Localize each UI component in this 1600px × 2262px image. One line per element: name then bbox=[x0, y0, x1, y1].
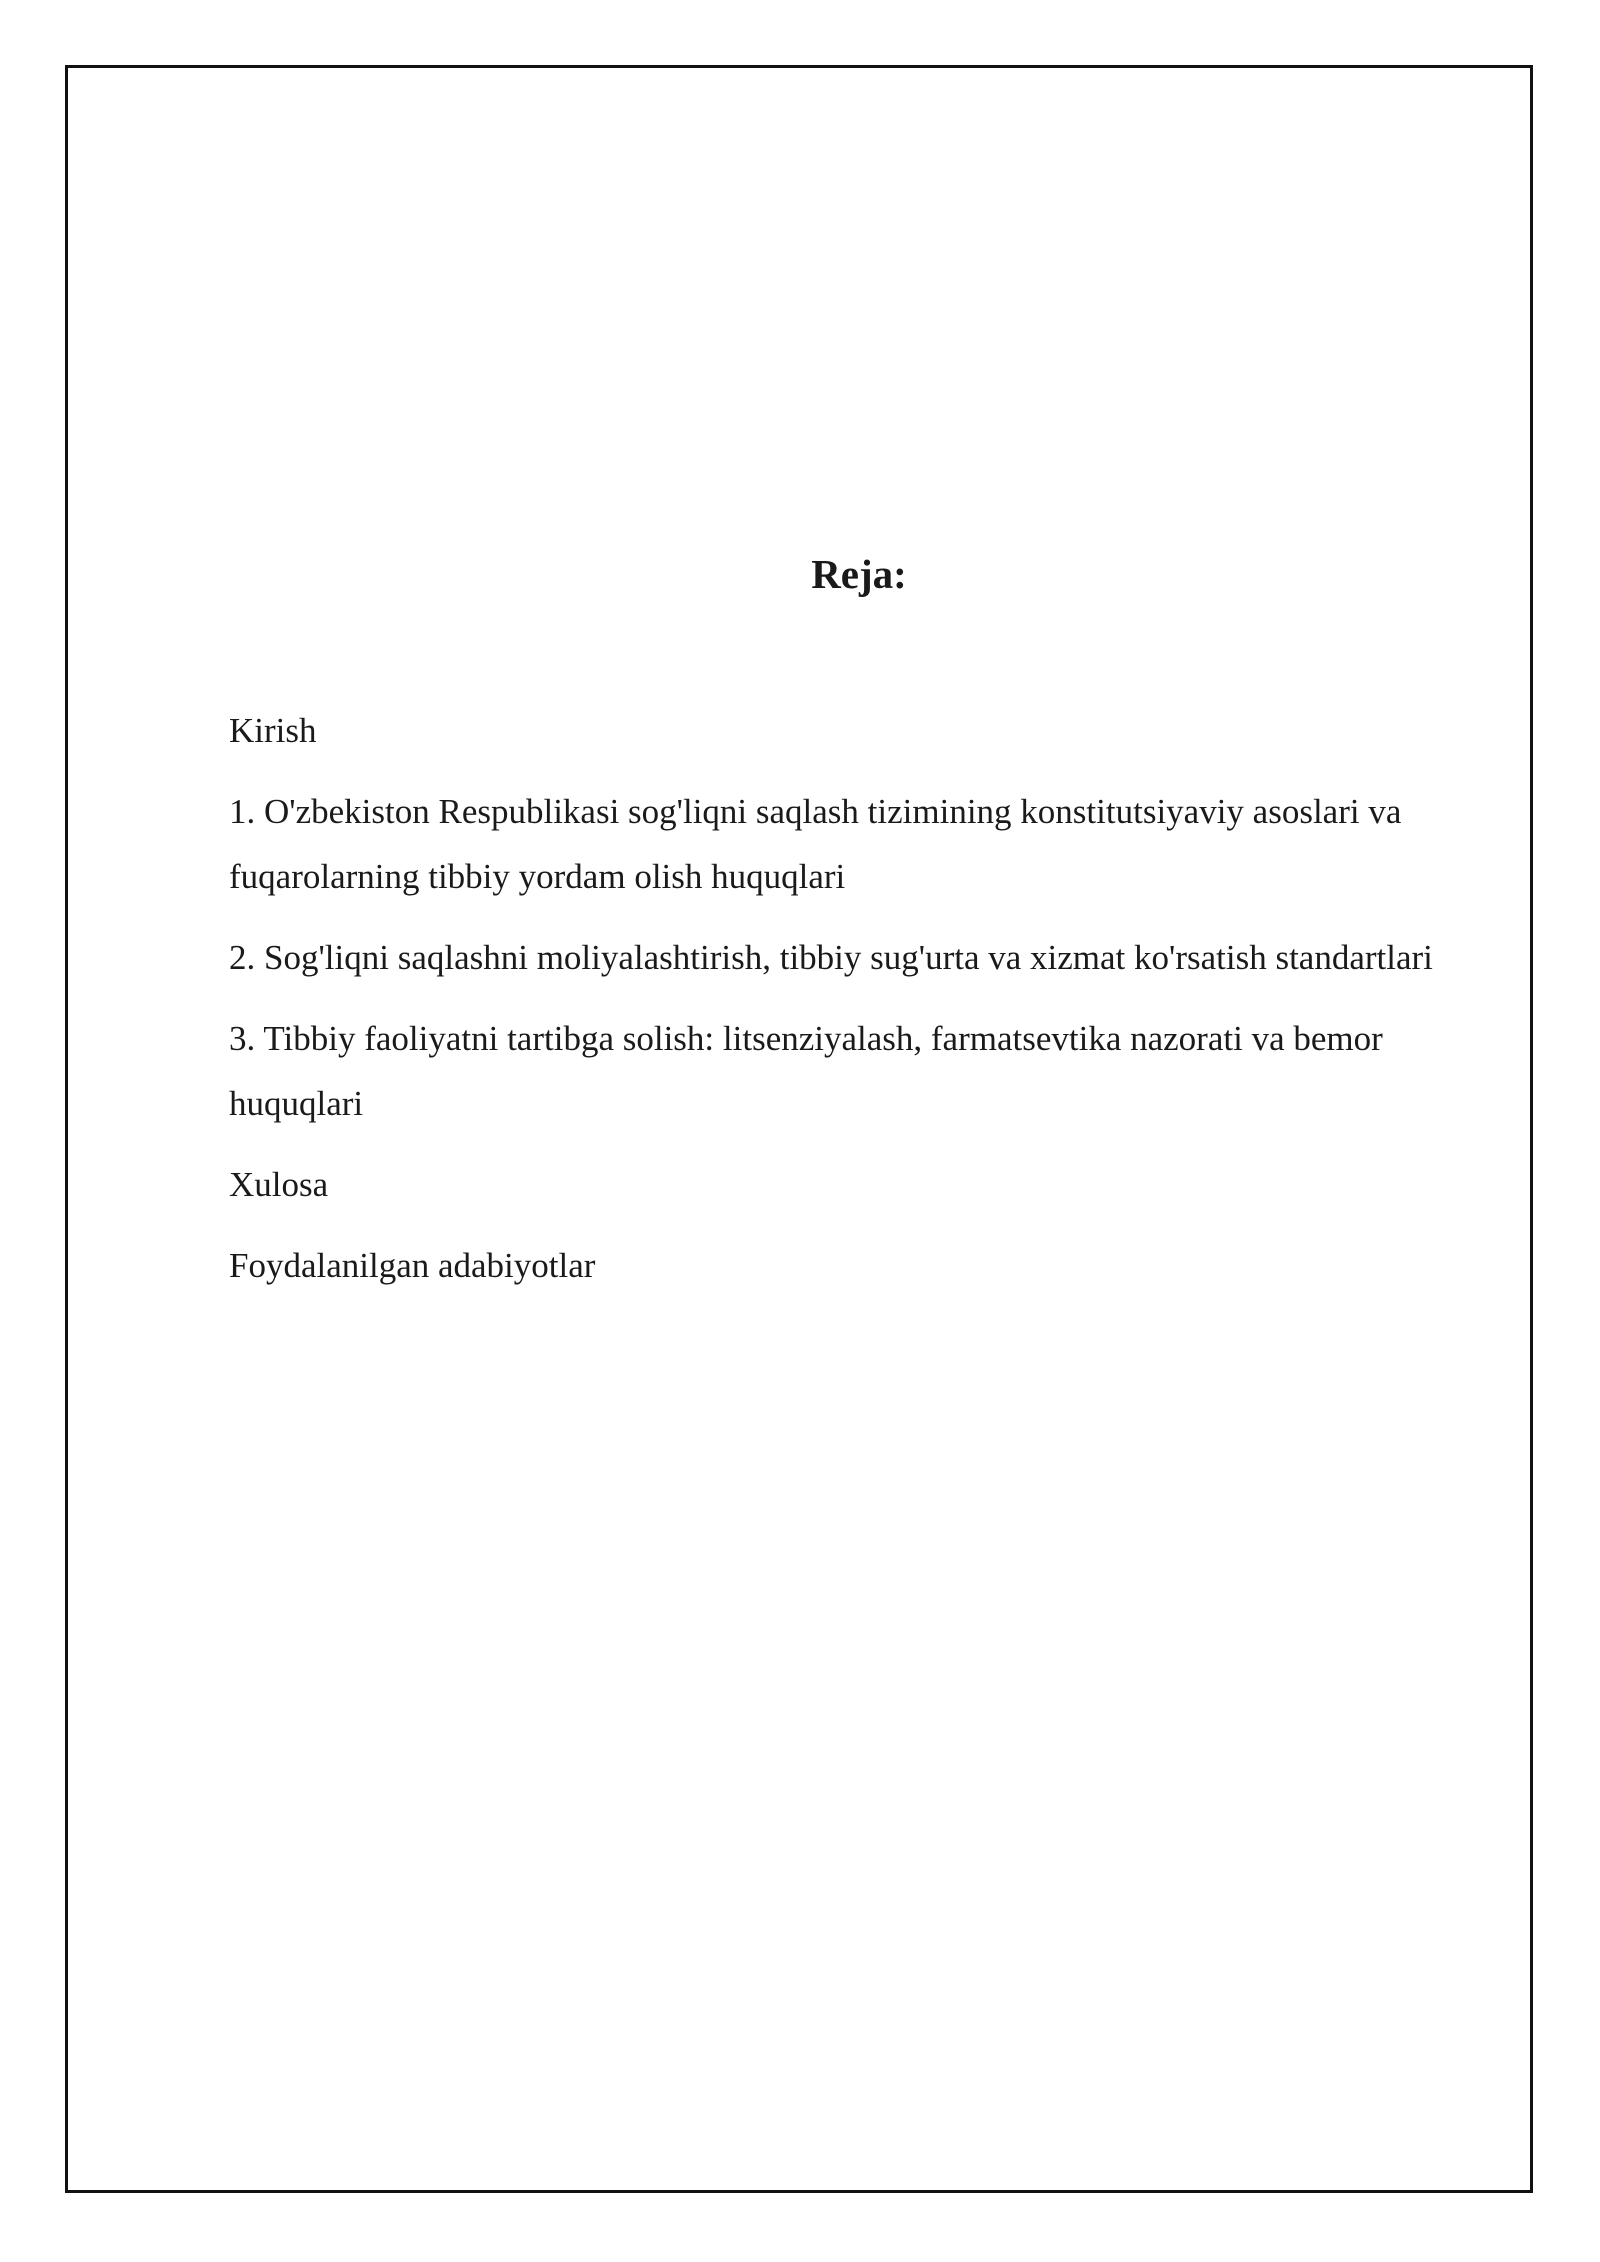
plan-item-2: 2. Sog'liqni saqlashni moliyalashtirish, tibbiy sug'urta va xizmat ko'rsatish standartlari bbox=[229, 938, 1433, 977]
plan-item-introduction: Kirish bbox=[229, 711, 317, 750]
plan-list bbox=[229, 698, 1489, 1314]
plan-item-1: 1. O'zbekiston Respublikasi sog'liqni saqlash tizimining konstitutsiyaviy asoslari va fuqarolarning tibbiy yordam olish huquqlari bbox=[229, 792, 1402, 896]
plan-item-references: Foydalanilgan adabiyotlar bbox=[229, 1246, 596, 1285]
plan-item-conclusion: Xulosa bbox=[229, 1165, 329, 1204]
page-title: Reja: bbox=[811, 551, 907, 597]
plan-item-3: 3. Tibbiy faoliyatni tartibga solish: litsenziyalash, farmatsevtika nazorati va bemor huquqlari bbox=[229, 1019, 1383, 1123]
